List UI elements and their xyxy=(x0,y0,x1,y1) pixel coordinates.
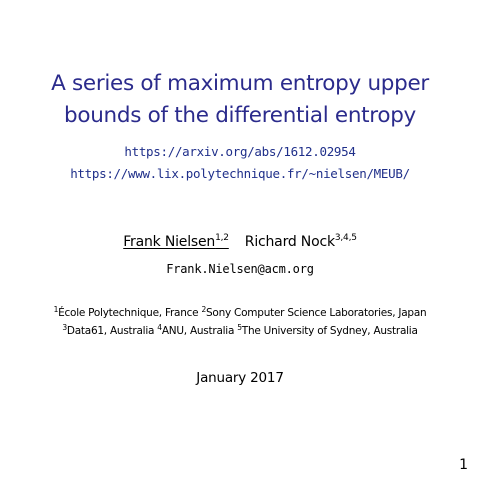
affiliation-number: 4 xyxy=(157,323,162,332)
affiliations-line-1 xyxy=(0,305,480,321)
affiliation-number: 3 xyxy=(62,323,67,332)
title-line-2: bounds of the differential entropy xyxy=(64,103,416,128)
affiliation-number: 1 xyxy=(53,305,59,314)
title-line-1: A series of maximum entropy upper xyxy=(51,71,429,96)
affiliations-line-2 xyxy=(0,323,480,339)
arxiv-link[interactable]: https://arxiv.org/abs/1612.02954 xyxy=(124,144,356,159)
affiliation-text: Sony Computer Science Laboratories, Japan xyxy=(206,307,427,319)
author-richard-nock xyxy=(245,232,357,252)
affiliation-text: École Polytechnique, France xyxy=(58,307,199,319)
author-list xyxy=(0,232,480,252)
affiliation-number: 5 xyxy=(237,323,242,332)
affiliation-text: Data61, Australia xyxy=(66,325,155,337)
contact-email[interactable]: Frank.Nielsen@acm.org xyxy=(166,262,314,276)
author-affiliation-marks: 3,4,5 xyxy=(334,233,357,243)
author-name: Frank Nielsen xyxy=(123,234,216,250)
presentation-date: January 2017 xyxy=(196,370,284,386)
affiliation-number: 2 xyxy=(201,305,206,314)
author-affiliation-marks: 1,2 xyxy=(215,233,229,243)
author-frank-nielsen xyxy=(123,232,229,252)
author-name: Richard Nock xyxy=(244,234,335,250)
page-number: 1 xyxy=(459,457,468,473)
project-page-link[interactable]: https://www.lix.polytechnique.fr/~nielsen/MEUB/ xyxy=(70,166,410,181)
slide-title xyxy=(0,68,480,132)
affiliation-text: The University of Sydney, Australia xyxy=(241,325,418,337)
affiliation-text: ANU, Australia xyxy=(161,325,235,337)
